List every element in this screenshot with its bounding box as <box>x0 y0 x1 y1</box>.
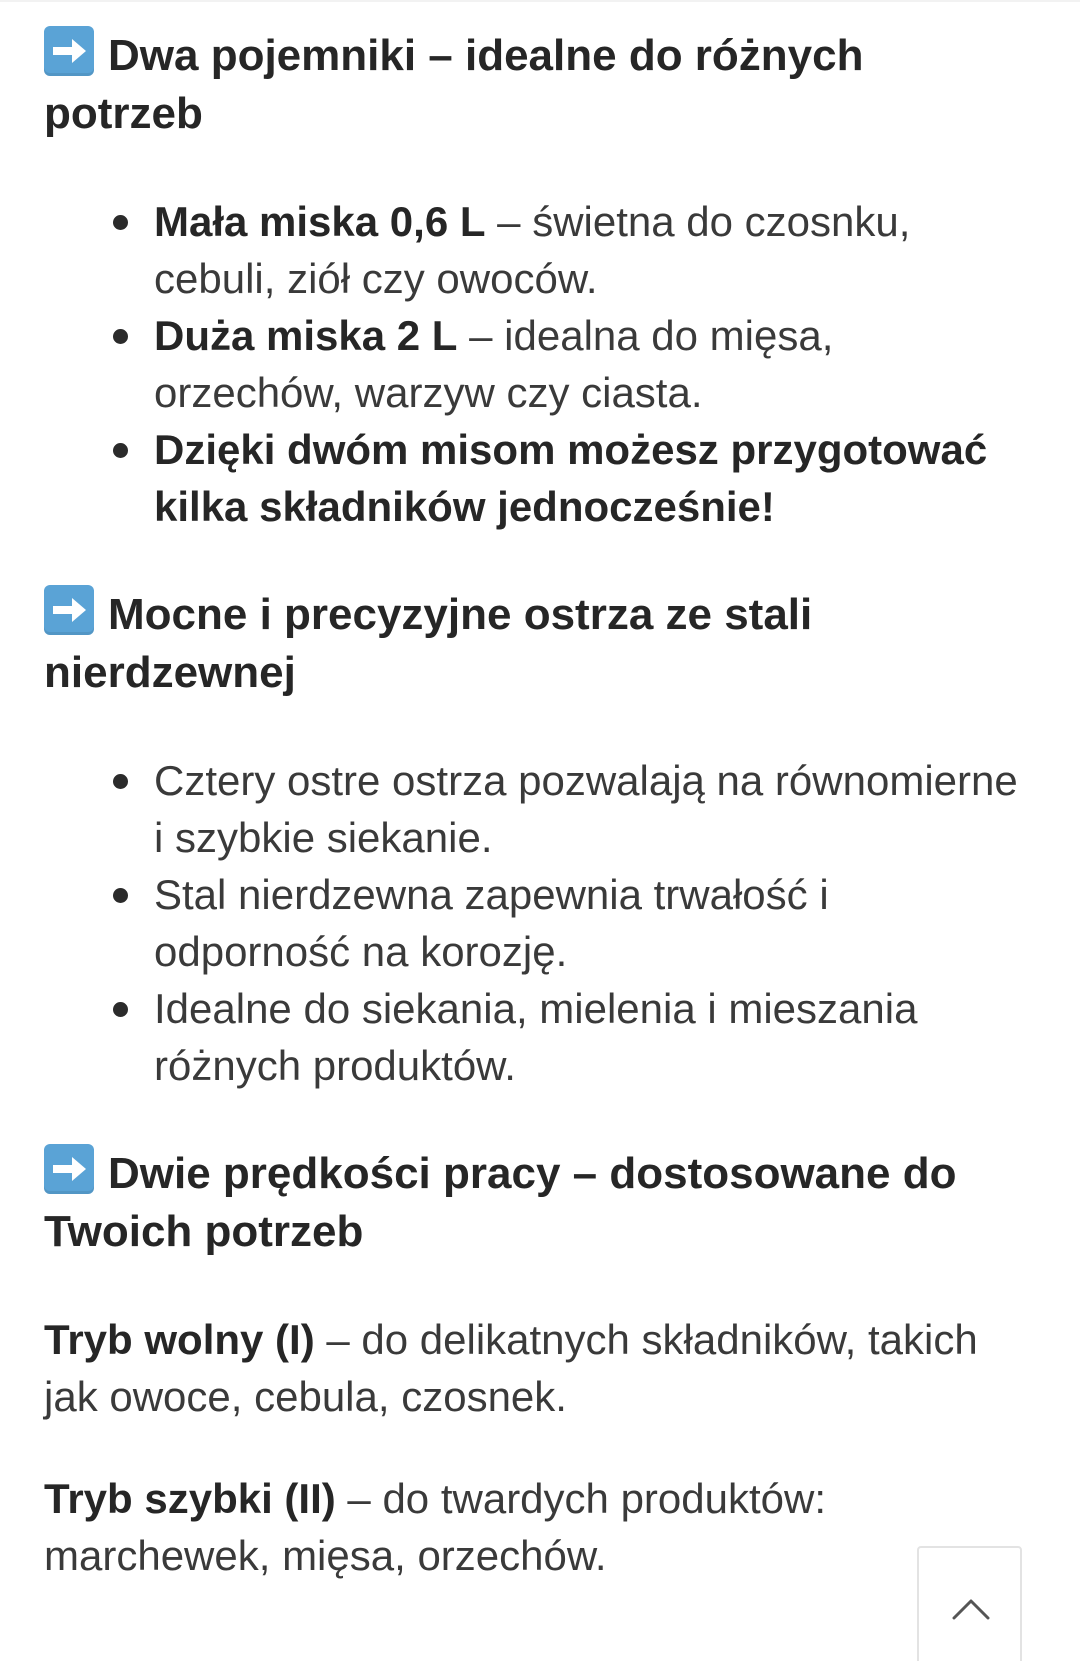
list-item-text: Cztery ostre ostrza pozwalają na równomierne i szybkie siekanie. <box>154 757 1018 861</box>
paragraph-slow-mode <box>44 1311 1034 1425</box>
bullet-list-blades <box>44 752 1034 1094</box>
arrow-right-icon <box>44 1144 94 1194</box>
list-item-bold: Dzięki dwóm misom możesz przygotować kilka składników jednocześnie! <box>154 426 988 530</box>
paragraph-text: – do delikatnych składników, takich jak owoce, cebula, czosnek. <box>44 1316 978 1420</box>
article-content <box>44 26 1034 1629</box>
list-item <box>154 307 1034 421</box>
section-heading-text: Dwie prędkości pracy – dostosowane do Twoich potrzeb <box>44 1149 957 1256</box>
arrow-right-icon <box>44 26 94 76</box>
section-heading-text: Dwa pojemniki – idealne do różnych potrzeb <box>44 31 864 138</box>
top-divider <box>0 0 1080 2</box>
arrow-right-icon <box>44 585 94 635</box>
scroll-to-top-button[interactable] <box>917 1546 1022 1661</box>
list-item-bold: Duża miska 2 L <box>154 312 458 359</box>
section-heading-speeds <box>44 1144 1034 1261</box>
list-item <box>154 193 1034 307</box>
paragraph-bold: Tryb wolny (I) <box>44 1316 315 1363</box>
list-item <box>154 421 1034 535</box>
bullet-list-containers <box>44 193 1034 535</box>
bullet-dot <box>113 774 128 789</box>
paragraph-bold: Tryb szybki (II) <box>44 1475 336 1522</box>
bullet-dot <box>113 215 128 230</box>
bullet-dot <box>113 888 128 903</box>
bullet-dot <box>113 1002 128 1017</box>
section-heading-text: Mocne i precyzyjne ostrza ze stali nierdzewnej <box>44 590 813 697</box>
chevron-up-icon <box>952 1598 990 1620</box>
list-item <box>154 866 1034 980</box>
list-item-text: – idealna do mięsa, orzechów, warzyw czy ciasta. <box>154 312 834 416</box>
list-item-bold: Mała miska 0,6 L <box>154 198 486 245</box>
section-heading-blades <box>44 585 1034 702</box>
list-item <box>154 752 1034 866</box>
bullet-dot <box>113 329 128 344</box>
list-item-text: – świetna do czosnku, cebuli, ziół czy owoców. <box>154 198 911 302</box>
list-item <box>154 980 1034 1094</box>
list-item-text: Idealne do siekania, mielenia i mieszania różnych produktów. <box>154 985 918 1089</box>
paragraph-text: – do twardych produktów: marchewek, mięsa, orzechów. <box>44 1475 827 1579</box>
bullet-dot <box>113 443 128 458</box>
section-heading-containers <box>44 26 1034 143</box>
paragraph-fast-mode <box>44 1470 1034 1584</box>
list-item-text: Stal nierdzewna zapewnia trwałość i odporność na korozję. <box>154 871 829 975</box>
